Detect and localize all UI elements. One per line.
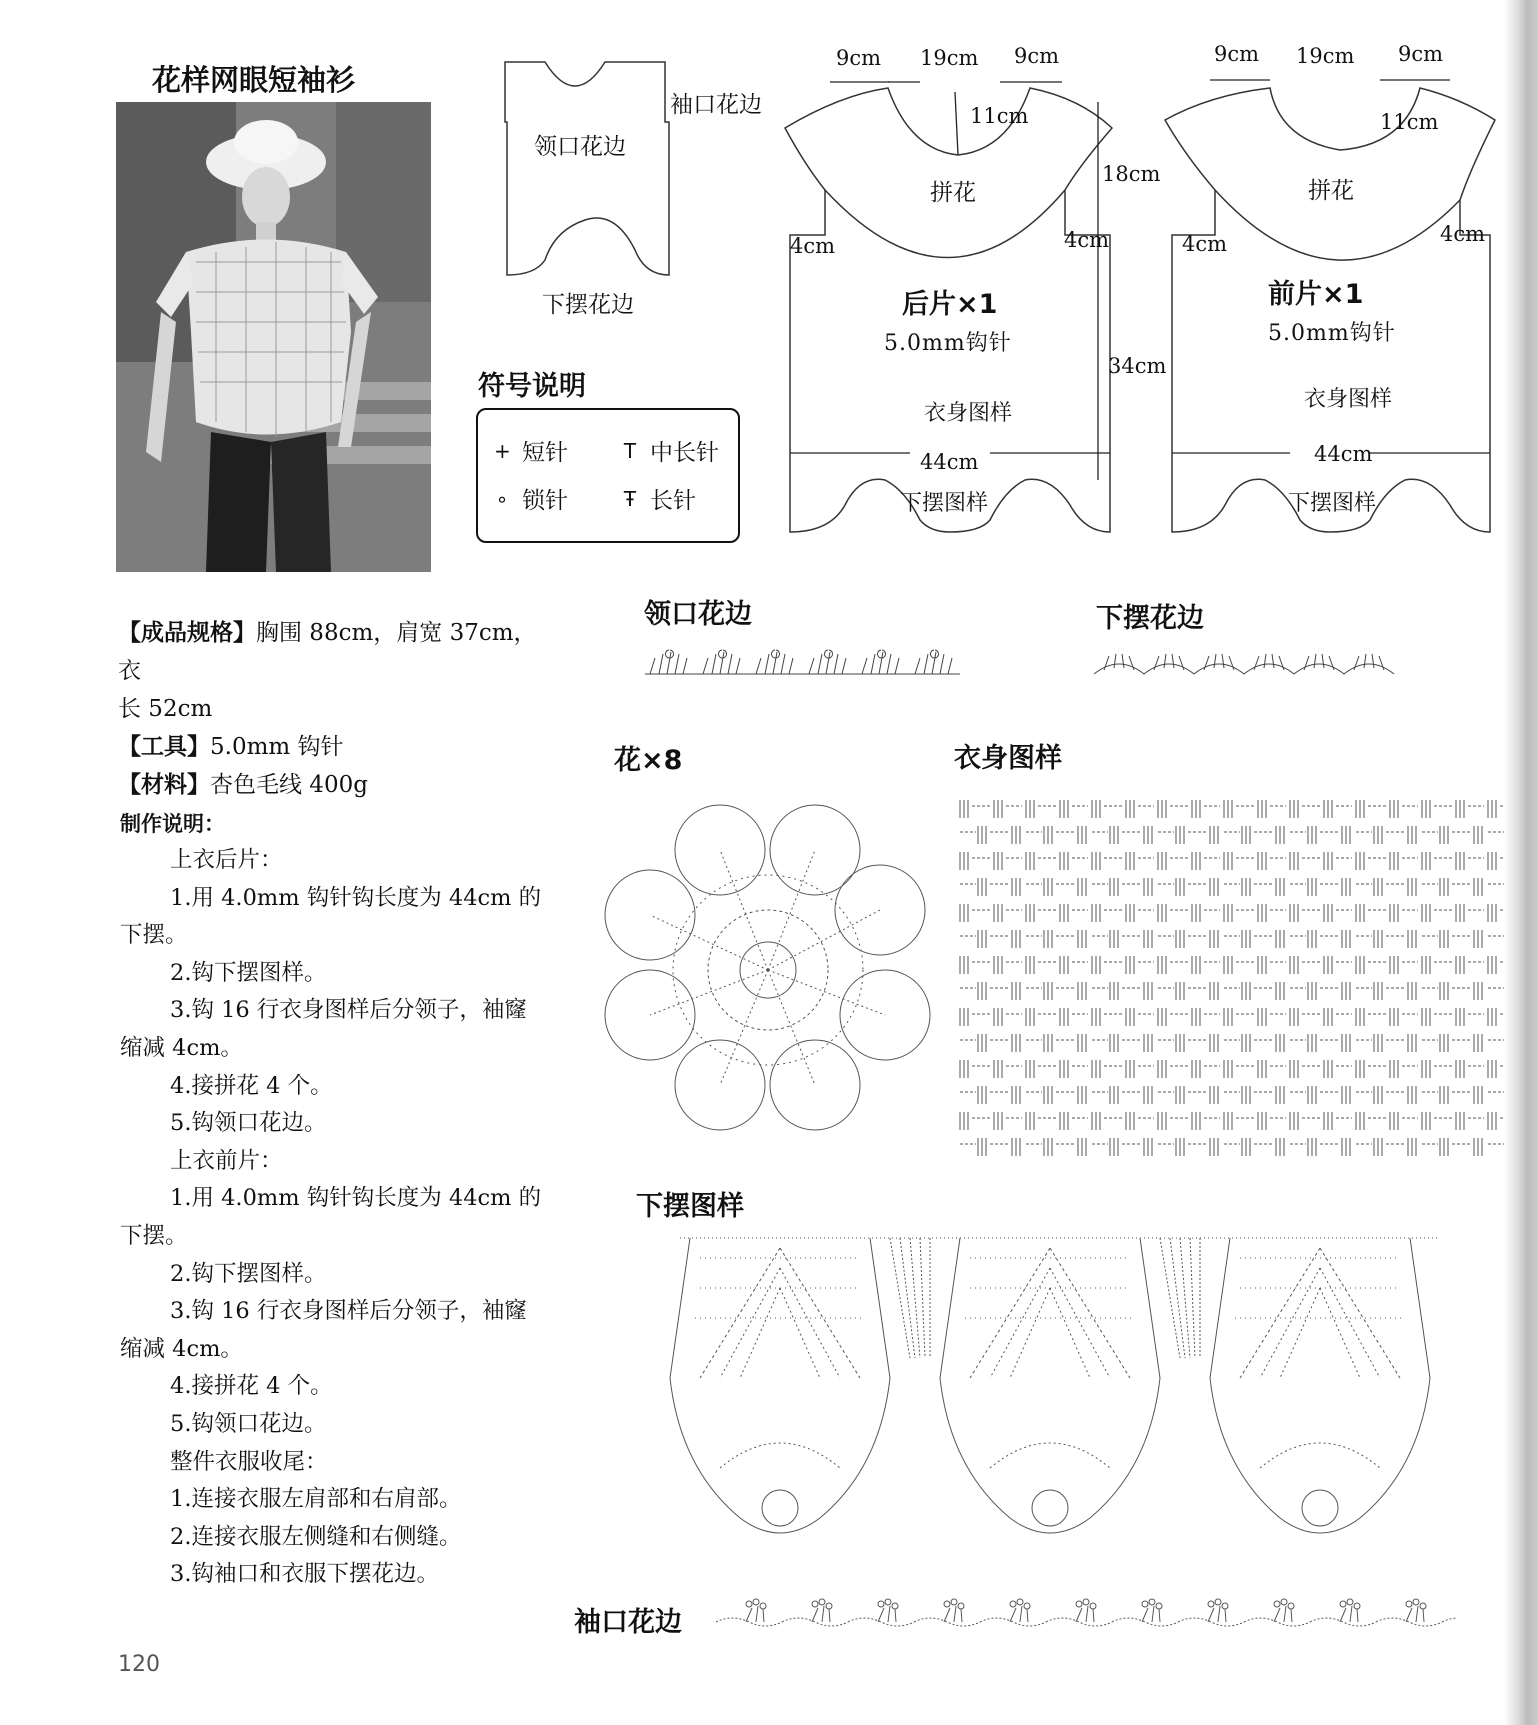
instruction-line: 缩减 4cm。 <box>120 1335 243 1362</box>
legend-label: 中长针 <box>650 440 719 466</box>
instruction-line: 5.钩领口花边。 <box>170 1410 327 1437</box>
size-value-2: 长 52cm <box>118 696 213 722</box>
back-dim-yoke: 18cm <box>1102 162 1161 186</box>
front-dim-mid: 19cm <box>1296 44 1355 68</box>
instruction-line: 1.用 4.0mm 钩针钩长度为 44cm 的 <box>170 1185 542 1212</box>
instruction-line: 2.钩下摆图样。 <box>170 959 327 986</box>
front-dim-shoulder-right: 4cm <box>1440 222 1486 246</box>
single-crochet-icon: + <box>494 438 511 463</box>
page-number: 120 <box>118 1652 160 1677</box>
instruction-line: 上衣后片： <box>170 847 283 873</box>
legend-item-sc <box>494 434 568 467</box>
page-title: 花样网眼短袖衫 <box>152 63 356 97</box>
back-dim-right: 9cm <box>1014 44 1060 68</box>
tool-value: 5.0mm 钩针 <box>210 734 344 760</box>
model-photo-illustration <box>116 102 431 572</box>
instruction-line: 下摆。 <box>120 1222 188 1249</box>
instructions-heading: 制作说明： <box>120 812 225 836</box>
size-value: 胸围 88cm，肩宽 37cm，衣 <box>118 620 537 684</box>
sleeve-edge-chart <box>716 1594 1456 1634</box>
flower-title: 花×8 <box>614 745 683 776</box>
back-dim-body: 34cm <box>1108 354 1167 378</box>
hem-edge-title: 下摆花边 <box>1096 603 1204 634</box>
instruction-line: 2.连接衣服左侧缝和右侧缝。 <box>170 1523 462 1550</box>
instruction-line: 4.接拼花 4 个。 <box>170 1373 333 1400</box>
back-yoke-label: 拼花 <box>930 180 976 206</box>
legend-item-dc <box>622 482 696 515</box>
page-edge-shadow <box>1504 0 1538 1725</box>
instruction-line: 3.钩袖口和衣服下摆花边。 <box>170 1561 439 1588</box>
front-dim-right: 9cm <box>1398 42 1444 66</box>
back-hem-pattern: 下摆图样 <box>900 491 989 516</box>
material-value: 杏色毛线 400g <box>210 772 368 798</box>
back-dim-shoulder-left: 4cm <box>790 234 836 258</box>
back-body-pattern: 衣身图样 <box>924 401 1013 426</box>
flower-motif-chart <box>600 800 935 1140</box>
double-crochet-icon: Ŧ <box>623 486 637 511</box>
size-label: 【成品规格】 <box>118 620 256 646</box>
instruction-line: 4.接拼花 4 个。 <box>170 1072 333 1099</box>
hem-pattern-title: 下摆图样 <box>636 1191 744 1222</box>
schematic-neck-label: 领口花边 <box>534 134 626 160</box>
hem-pattern-chart <box>660 1228 1450 1558</box>
back-dim-neck: 11cm <box>970 104 1029 128</box>
legend-label: 长针 <box>650 488 696 514</box>
front-dim-neck: 11cm <box>1380 110 1439 134</box>
sleeve-edge-title: 袖口花边 <box>574 1607 682 1638</box>
instruction-line: 5.钩领口花边。 <box>170 1110 327 1137</box>
front-dim-width: 44cm <box>1314 442 1373 466</box>
front-piece-name: 前片×1 <box>1268 279 1364 310</box>
instructions-list <box>120 842 560 1594</box>
instruction-line: 1.连接衣服左肩部和右肩部。 <box>170 1486 462 1513</box>
neck-edge-chart <box>645 640 960 680</box>
instruction-line: 缩减 4cm。 <box>120 1034 243 1061</box>
body-pattern-chart <box>958 796 1504 1164</box>
material-label: 【材料】 <box>118 772 210 798</box>
instruction-line: 上衣前片： <box>170 1147 283 1174</box>
specs-block <box>118 614 558 804</box>
schematic-hem-label: 下摆花边 <box>542 292 634 318</box>
instruction-line: 1.用 4.0mm 钩针钩长度为 44cm 的 <box>170 884 542 911</box>
tool-label: 【工具】 <box>118 734 210 760</box>
front-dim-shoulder-left: 4cm <box>1182 232 1228 256</box>
legend-item-ch <box>494 482 568 515</box>
symbols-heading: 符号说明 <box>478 371 586 402</box>
instruction-line: 整件衣服收尾： <box>170 1448 328 1475</box>
instruction-line: 下摆。 <box>120 922 188 949</box>
model-photo <box>116 102 431 572</box>
instruction-line: 3.钩 16 行衣身图样后分领子，袖窿 <box>170 1298 527 1325</box>
schematic-sleeve-label: 袖口花边 <box>670 92 762 118</box>
front-dim-left: 9cm <box>1214 42 1260 66</box>
back-dim-mid: 19cm <box>920 46 979 70</box>
body-pattern-title: 衣身图样 <box>954 743 1062 774</box>
hem-edge-chart <box>1094 650 1399 680</box>
back-dim-shoulder-right: 4cm <box>1064 228 1110 252</box>
instruction-line: 3.钩 16 行衣身图样后分领子，袖窿 <box>170 997 527 1024</box>
front-hook-size: 5.0mm钩针 <box>1268 321 1396 346</box>
back-hook-size: 5.0mm钩针 <box>884 331 1012 356</box>
back-dim-left: 9cm <box>836 46 882 70</box>
front-body-pattern: 衣身图样 <box>1304 387 1393 412</box>
legend-label: 短针 <box>522 440 568 466</box>
legend-item-hdc <box>622 434 719 467</box>
instruction-line: 2.钩下摆图样。 <box>170 1260 327 1287</box>
front-yoke-label: 拼花 <box>1308 178 1354 204</box>
half-double-crochet-icon: T <box>623 438 637 463</box>
chain-icon: ∘ <box>495 486 509 511</box>
legend-label: 锁针 <box>522 488 568 514</box>
back-dim-width: 44cm <box>920 450 979 474</box>
symbol-legend <box>476 408 740 543</box>
neck-edge-title: 领口花边 <box>644 599 752 630</box>
back-piece-name: 后片×1 <box>902 289 998 320</box>
front-hem-pattern: 下摆图样 <box>1288 491 1377 516</box>
